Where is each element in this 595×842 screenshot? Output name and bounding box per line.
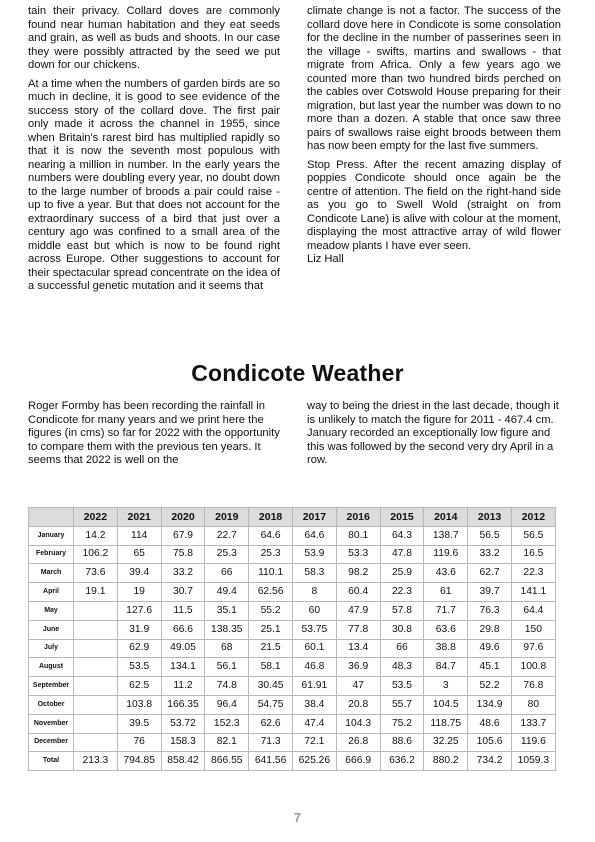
rainfall-cell: 1059.3	[511, 752, 555, 771]
rainfall-cell: 62.7	[468, 564, 512, 583]
section-title: Condicote Weather	[191, 360, 404, 386]
rainfall-cell	[74, 733, 118, 752]
rainfall-cell: 36.9	[336, 658, 380, 677]
page-number: 7	[293, 810, 302, 825]
table-row	[29, 658, 556, 677]
month-label: December	[29, 733, 74, 752]
rainfall-cell: 22.3	[380, 583, 424, 602]
table-row	[29, 526, 556, 545]
rainfall-cell: 64.6	[249, 526, 293, 545]
rainfall-cell: 19.1	[74, 583, 118, 602]
rainfall-cell: 49.4	[205, 583, 249, 602]
table-row	[29, 677, 556, 696]
rainfall-cell: 134.1	[161, 658, 205, 677]
rainfall-cell: 75.2	[380, 714, 424, 733]
rainfall-cell: 48.6	[468, 714, 512, 733]
year-header: 2014	[424, 508, 468, 527]
rainfall-cell: 74.8	[205, 677, 249, 696]
rainfall-cell: 880.2	[424, 752, 468, 771]
rainfall-cell: 49.05	[161, 639, 205, 658]
rainfall-cell: 104.5	[424, 695, 468, 714]
rainfall-cell	[74, 695, 118, 714]
rainfall-cell: 62.56	[249, 583, 293, 602]
rainfall-cell: 62.5	[117, 677, 161, 696]
rainfall-cell: 88.6	[380, 733, 424, 752]
rainfall-cell: 30.45	[249, 677, 293, 696]
rainfall-cell: 55.2	[249, 601, 293, 620]
rainfall-cell: 46.8	[292, 658, 336, 677]
rainfall-cell: 127.6	[117, 601, 161, 620]
rainfall-cell: 39.4	[117, 564, 161, 583]
rainfall-cell: 25.9	[380, 564, 424, 583]
rainfall-cell: 106.2	[74, 545, 118, 564]
rainfall-cell: 63.6	[424, 620, 468, 639]
rainfall-cell	[74, 714, 118, 733]
table-row	[29, 601, 556, 620]
rainfall-cell: 52.2	[468, 677, 512, 696]
rainfall-cell: 58.3	[292, 564, 336, 583]
year-header: 2016	[336, 508, 380, 527]
weather-intro-left: Roger Formby has been recording the rainfall in Condicote for many years and we print here the figures (in cms) so far for 2022 with the opportunity to compare them with the previous ten years. It seems that 2022 is well on the	[28, 400, 280, 466]
rainfall-cell: 53.3	[336, 545, 380, 564]
rainfall-cell: 47.4	[292, 714, 336, 733]
rainfall-cell: 13.4	[336, 639, 380, 658]
total-row	[29, 752, 556, 771]
table-corner-cell	[29, 508, 74, 527]
rainfall-cell: 76.8	[511, 677, 555, 696]
table-row	[29, 714, 556, 733]
rainfall-cell: 103.8	[117, 695, 161, 714]
rainfall-cell: 45.1	[468, 658, 512, 677]
rainfall-cell: 858.42	[161, 752, 205, 771]
rainfall-cell: 62.9	[117, 639, 161, 658]
rainfall-cell: 25.3	[249, 545, 293, 564]
rainfall-cell: 47.9	[336, 601, 380, 620]
rainfall-cell	[74, 677, 118, 696]
rainfall-cell: 48.3	[380, 658, 424, 677]
year-header: 2018	[249, 508, 293, 527]
table-header-row	[29, 508, 556, 527]
rainfall-cell: 53.5	[380, 677, 424, 696]
rainfall-cell: 56.5	[468, 526, 512, 545]
rainfall-cell: 33.2	[468, 545, 512, 564]
rainfall-cell: 30.7	[161, 583, 205, 602]
rainfall-cell: 138.7	[424, 526, 468, 545]
rainfall-cell: 114	[117, 526, 161, 545]
rainfall-cell: 73.6	[74, 564, 118, 583]
rainfall-cell: 80.1	[336, 526, 380, 545]
rainfall-cell: 22.7	[205, 526, 249, 545]
rainfall-cell: 76	[117, 733, 161, 752]
rainfall-cell: 35.1	[205, 601, 249, 620]
rainfall-cell: 118.75	[424, 714, 468, 733]
month-label: June	[29, 620, 74, 639]
rainfall-cell: 32.25	[424, 733, 468, 752]
rainfall-cell: 119.6	[511, 733, 555, 752]
rainfall-cell: 21.5	[249, 639, 293, 658]
rainfall-cell: 150	[511, 620, 555, 639]
rainfall-cell: 22.3	[511, 564, 555, 583]
rainfall-cell	[74, 658, 118, 677]
weather-intro-right: way to being the driest in the last decade, though it is unlikely to match the figure for 2011 - 467.4 cm. January recorded an exceptionally low figure and this was followed by the second very dry April in a row.	[307, 400, 559, 466]
table-row	[29, 545, 556, 564]
rainfall-cell: 47	[336, 677, 380, 696]
rainfall-cell: 53.75	[292, 620, 336, 639]
year-header: 2019	[205, 508, 249, 527]
rainfall-cell: 57.8	[380, 601, 424, 620]
rainfall-cell: 71.3	[249, 733, 293, 752]
rainfall-cell: 110.1	[249, 564, 293, 583]
month-label: July	[29, 639, 74, 658]
rainfall-table	[28, 507, 556, 771]
article-paragraph: tain their privacy. Collard doves are commonly found near human habitation and they eat seeds and grain, as well as buds and shoots. In our case they were possibly attracted by the seed we put down for our chickens.	[28, 5, 280, 71]
rainfall-cell: 26.8	[336, 733, 380, 752]
rainfall-cell: 11.5	[161, 601, 205, 620]
rainfall-cell: 11.2	[161, 677, 205, 696]
month-label: March	[29, 564, 74, 583]
rainfall-cell: 100.8	[511, 658, 555, 677]
rainfall-cell: 16.5	[511, 545, 555, 564]
rainfall-cell: 53.9	[292, 545, 336, 564]
year-header: 2015	[380, 508, 424, 527]
rainfall-cell: 82.1	[205, 733, 249, 752]
year-header: 2013	[468, 508, 512, 527]
month-label: February	[29, 545, 74, 564]
month-label: Total	[29, 752, 74, 771]
table-row	[29, 695, 556, 714]
rainfall-cell	[74, 639, 118, 658]
rainfall-cell: 60.1	[292, 639, 336, 658]
rainfall-cell: 152.3	[205, 714, 249, 733]
rainfall-cell: 64.6	[292, 526, 336, 545]
rainfall-cell: 8	[292, 583, 336, 602]
year-header: 2017	[292, 508, 336, 527]
table-row	[29, 639, 556, 658]
month-label: October	[29, 695, 74, 714]
rainfall-cell: 14.2	[74, 526, 118, 545]
month-label: November	[29, 714, 74, 733]
rainfall-cell: 866.55	[205, 752, 249, 771]
rainfall-cell: 61	[424, 583, 468, 602]
month-label: April	[29, 583, 74, 602]
rainfall-cell: 49.6	[468, 639, 512, 658]
rainfall-cell: 55.7	[380, 695, 424, 714]
rainfall-cell: 96.4	[205, 695, 249, 714]
article-left-column	[28, 5, 280, 299]
rainfall-cell: 66	[380, 639, 424, 658]
rainfall-cell: 105.6	[468, 733, 512, 752]
rainfall-cell: 62.6	[249, 714, 293, 733]
table-row	[29, 583, 556, 602]
rainfall-cell: 39.5	[117, 714, 161, 733]
rainfall-cell: 33.2	[161, 564, 205, 583]
rainfall-cell: 666.9	[336, 752, 380, 771]
rainfall-cell: 61.91	[292, 677, 336, 696]
rainfall-cell: 60.4	[336, 583, 380, 602]
article-paragraph: climate change is not a factor. The success of the collard dove here in Condicote is some consolation for the decline in the number of passerines seen in the village - swifts, martins and swallows - that migrate from Africa. Only a few years ago we counted more than two hundred birds perched on the cables over Cotswold House preparing for their migration, but last year the number was down to no more than a dozen. A stable that once saw three pairs of swallows raise eight broods between them has now been empty for the last five summers.	[307, 5, 561, 152]
rainfall-cell: 19	[117, 583, 161, 602]
year-header: 2021	[117, 508, 161, 527]
article-author: Liz Hall	[307, 253, 344, 265]
month-label: September	[29, 677, 74, 696]
rainfall-cell: 47.8	[380, 545, 424, 564]
rainfall-cell: 166.35	[161, 695, 205, 714]
rainfall-cell: 64.3	[380, 526, 424, 545]
rainfall-cell: 39.7	[468, 583, 512, 602]
rainfall-cell: 76.3	[468, 601, 512, 620]
article-paragraph: At a time when the numbers of garden birds are so much in decline, it is good to see evidence of the success story of the collard dove. The first pair only made it across the channel in 1955, since when Britain's rarest bird has multiplied rapidly so that it is now the seventh most populous with nearing a million in number. In the early years the numbers were doubling every year, no doubt down to the large number of broods a pair could raise - up to five a year. But that does not account for the extraordinary success of a bird that just over a century ago was confined to a small area of the middle east but which is now to be found right across Europe. Other suggestions to account for their spectacular spread concentrate on the idea of a successful genetic mutation and it seems that	[28, 77, 280, 292]
rainfall-cell: 30.8	[380, 620, 424, 639]
rainfall-cell: 158.3	[161, 733, 205, 752]
month-label: August	[29, 658, 74, 677]
rainfall-cell: 66	[205, 564, 249, 583]
rainfall-cell: 84.7	[424, 658, 468, 677]
rainfall-cell: 31.9	[117, 620, 161, 639]
rainfall-cell: 56.5	[511, 526, 555, 545]
rainfall-cell: 43.6	[424, 564, 468, 583]
rainfall-cell: 119.6	[424, 545, 468, 564]
rainfall-cell: 67.9	[161, 526, 205, 545]
rainfall-cell: 97.6	[511, 639, 555, 658]
rainfall-cell: 25.1	[249, 620, 293, 639]
rainfall-cell: 58.1	[249, 658, 293, 677]
rainfall-cell: 641.56	[249, 752, 293, 771]
rainfall-cell: 65	[117, 545, 161, 564]
rainfall-cell: 66.6	[161, 620, 205, 639]
table-row	[29, 564, 556, 583]
table-body	[29, 526, 556, 770]
rainfall-cell: 138.35	[205, 620, 249, 639]
rainfall-cell: 134.9	[468, 695, 512, 714]
rainfall-cell: 213.3	[74, 752, 118, 771]
rainfall-cell: 53.72	[161, 714, 205, 733]
month-label: January	[29, 526, 74, 545]
rainfall-cell: 38.4	[292, 695, 336, 714]
rainfall-cell: 71.7	[424, 601, 468, 620]
rainfall-cell: 20.8	[336, 695, 380, 714]
year-header: 2020	[161, 508, 205, 527]
rainfall-cell: 80	[511, 695, 555, 714]
rainfall-cell	[74, 620, 118, 639]
rainfall-cell: 25.3	[205, 545, 249, 564]
rainfall-cell: 104.3	[336, 714, 380, 733]
rainfall-cell: 133.7	[511, 714, 555, 733]
rainfall-cell: 625.26	[292, 752, 336, 771]
year-header: 2012	[511, 508, 555, 527]
rainfall-cell: 141.1	[511, 583, 555, 602]
year-header: 2022	[74, 508, 118, 527]
rainfall-cell: 3	[424, 677, 468, 696]
table-row	[29, 733, 556, 752]
rainfall-cell: 38.8	[424, 639, 468, 658]
rainfall-cell: 794.85	[117, 752, 161, 771]
rainfall-cell: 77.8	[336, 620, 380, 639]
rainfall-cell: 64.4	[511, 601, 555, 620]
rainfall-cell: 75.8	[161, 545, 205, 564]
rainfall-cell: 29.8	[468, 620, 512, 639]
article-paragraph: Stop Press. After the recent amazing display of poppies Condicote should once again be the centre of attention. The field on the right-hand side as you go to Swell Wold (straight on from Condicote Lane) is alive with colour at the moment, displaying the most attractive array of wild flower meadow plants I have ever seen.	[307, 158, 561, 252]
rainfall-cell: 56.1	[205, 658, 249, 677]
rainfall-cell: 60	[292, 601, 336, 620]
rainfall-cell: 734.2	[468, 752, 512, 771]
rainfall-cell: 68	[205, 639, 249, 658]
month-label: May	[29, 601, 74, 620]
rainfall-cell: 53.5	[117, 658, 161, 677]
rainfall-cell: 72.1	[292, 733, 336, 752]
rainfall-cell: 636.2	[380, 752, 424, 771]
table-row	[29, 620, 556, 639]
rainfall-cell	[74, 601, 118, 620]
article-right-column	[307, 5, 561, 267]
rainfall-cell: 54.75	[249, 695, 293, 714]
rainfall-cell: 98.2	[336, 564, 380, 583]
